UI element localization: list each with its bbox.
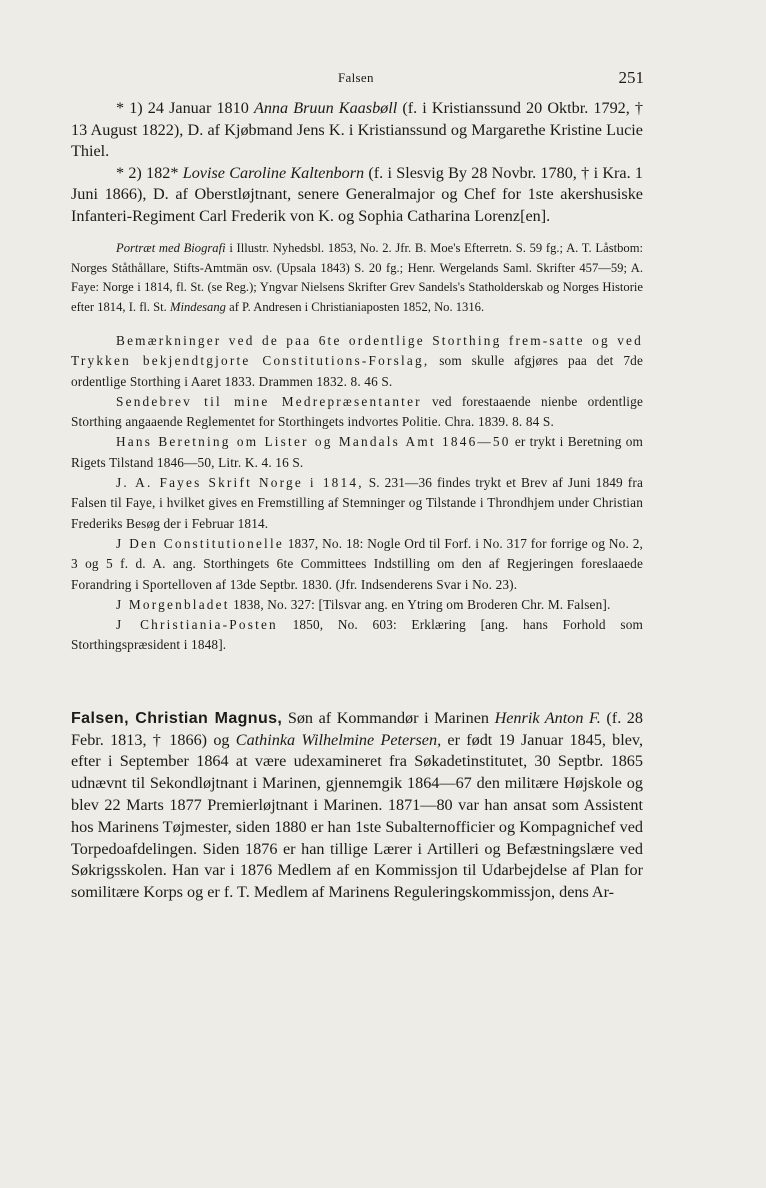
- work-details: som skulle afgjøres paa det 7de ordentlige Storthing i Aaret 1833. Drammen 1832. 8. 46 S.: [71, 353, 643, 389]
- sources-text-1: i Illustr. Nyhedsbl. 1853, No. 2. Jfr. B. Moe's Efterretn. S. 59 fg.; A. T. Låstbom: Norges Ståthållare, Stifts-Amtmän osv. (Upsala 1843) S. 20 fg.; Henr. Wergelands Saml. Skrifter 457—59; A. Faye: Norge i 1814, fl. St. (se Reg.); Yngvar Nielsens Skrifter Grev Sandels's Statholderskab og Norges Historie efter 1814, I. fl. St.: [71, 241, 643, 314]
- page-content: [71, 98, 643, 904]
- work-item: [71, 392, 643, 433]
- page-number: 251: [618, 68, 644, 87]
- work-details: 1838, No. 327: [Tilsvar ang. en Ytring om Broderen Chr. M. Falsen].: [229, 596, 611, 612]
- work-details: S. 231—36 findes trykt et Brev af Juni 1849 fra Falsen til Faye, i hvilket gives en Fremstilling af Stemninger og Tilstande i Throndhjem under Christian Frederiks Besøg der i Februar 1814.: [71, 475, 643, 531]
- first-marriage-lead: * 1) 24 Januar 1810: [116, 99, 254, 117]
- first-marriage-paragraph: [71, 98, 643, 163]
- entry-headword: Falsen, Christian Magnus,: [71, 709, 283, 727]
- work-details: ved forestaaende nienbe ordentlige Storthing angaaende Reglementet for Storthingets indvortes Politie. Chra. 1839. 8. 84 S.: [71, 393, 643, 430]
- work-item: [71, 432, 643, 473]
- second-marriage-paragraph: [71, 163, 643, 228]
- work-title: Hans Beretning om Lister og Mandals Amt 1846—50: [116, 434, 511, 450]
- father-name: Henrik Anton F.: [494, 708, 601, 727]
- work-details: 1850, No. 603: Erklæring [ang. hans Forhold som Storthingspræsident i 1848].: [71, 617, 643, 653]
- second-spouse-name: Lovise Caroline Kaltenborn: [182, 163, 365, 182]
- work-item: [71, 595, 643, 615]
- sources-text-2: af P. Andresen i Christianiaposten 1852, No. 1316.: [225, 299, 485, 314]
- work-title: J Morgenbladet: [116, 596, 230, 612]
- work-item: [71, 534, 643, 595]
- sources-paragraph: [71, 239, 643, 317]
- mother-name: Cathinka Wilhelmine Petersen,: [235, 730, 442, 749]
- work-title: Sendebrev til mine Medrepræsentanter: [116, 393, 422, 409]
- first-marriage-details: (f. i Kristianssund 20 Oktbr. 1792, † 13 August 1822), D. af Kjøbmand Jens K. i Kristianssund og Margarethe Kristine Lucie Thiel.: [71, 99, 644, 160]
- second-marriage-lead: * 2) 182*: [116, 163, 183, 182]
- work-item: [71, 331, 643, 392]
- work-details: er trykt i Beretning om Rigets Tilstand 1846—50, Litr. K. 4. 16 S.: [71, 434, 643, 470]
- entry-text-2: (f. 28 Febr. 1813, † 1866) og: [71, 708, 643, 749]
- work-title: Bemærkninger ved de paa 6te ordentlige Storthing frem-satte og ved Trykken bekjendtgjorte Constitutions-Forslag,: [71, 333, 643, 369]
- main-entry-paragraph: [71, 708, 643, 904]
- entry-text-3: er født 19 Januar 1845, blev, efter i September 1864 at være udexamineret fra Søkadetinstitutet, 30 Septbr. 1865 udnævnt til Sekondløjtnant i Marinen, gjennemgik 1864—67 den militære Højskole og blev 22 Marts 1877 Premierløjtnant i Marinen. 1871—80 var han ansat som Assistent hos Marinens Tøjmester, siden 1880 er han 1ste Subalternofficier og Kompagnichef ved Torpedoafdelingen. Siden 1876 er han tillige Lærer i Artilleri og Befæstningslære ved Søkrigsskolen. Han var i 1876 Medlem af en Kommissjon til Udarbejdelse af Plan for somilitære Korps og er f. T. Medlem af Marinens Reguleringskommissjon, dens Ar-: [71, 730, 644, 902]
- mindesang-reference: Mindesang: [169, 299, 226, 314]
- work-title: J Den Constitutionelle: [116, 535, 284, 551]
- entry-text-1: Søn af Kommandør i Marinen: [282, 708, 495, 727]
- works-list: [71, 331, 643, 656]
- work-title: J. A. Fayes Skrift Norge i 1814,: [116, 475, 364, 491]
- work-item: [71, 615, 643, 656]
- work-item: [71, 473, 643, 534]
- work-details: 1837, No. 18: Nogle Ord til Forf. i No. 317 for forrige og No. 2, 3 og 5 f. d. A. ang. Storthingets 6te Committees Indstilling om den af Regjeringen foreslaaede Forandring i Sportellovеn af 13de Septbr. 1830. (Jfr. Indsenderens Svar i No. 23).: [71, 535, 643, 592]
- portrait-reference: Portræt med Biografi: [116, 241, 226, 255]
- second-marriage-details: (f. i Slesvig By 28 Novbr. 1780, † i Kra. 1 Juni 1866), D. af Oberstløjtnant, senere Generalmajor og Chef for 1ste akershusiske Infanteri-Regiment Carl Frederik von K. og Sophia Catharina Lorenz[en].: [71, 163, 644, 225]
- work-title: J Christiania-Posten: [116, 617, 278, 633]
- first-spouse-name: Anna Bruun Kaasbøll: [253, 99, 398, 117]
- running-title: Falsen: [338, 70, 374, 85]
- running-head: [0, 68, 766, 90]
